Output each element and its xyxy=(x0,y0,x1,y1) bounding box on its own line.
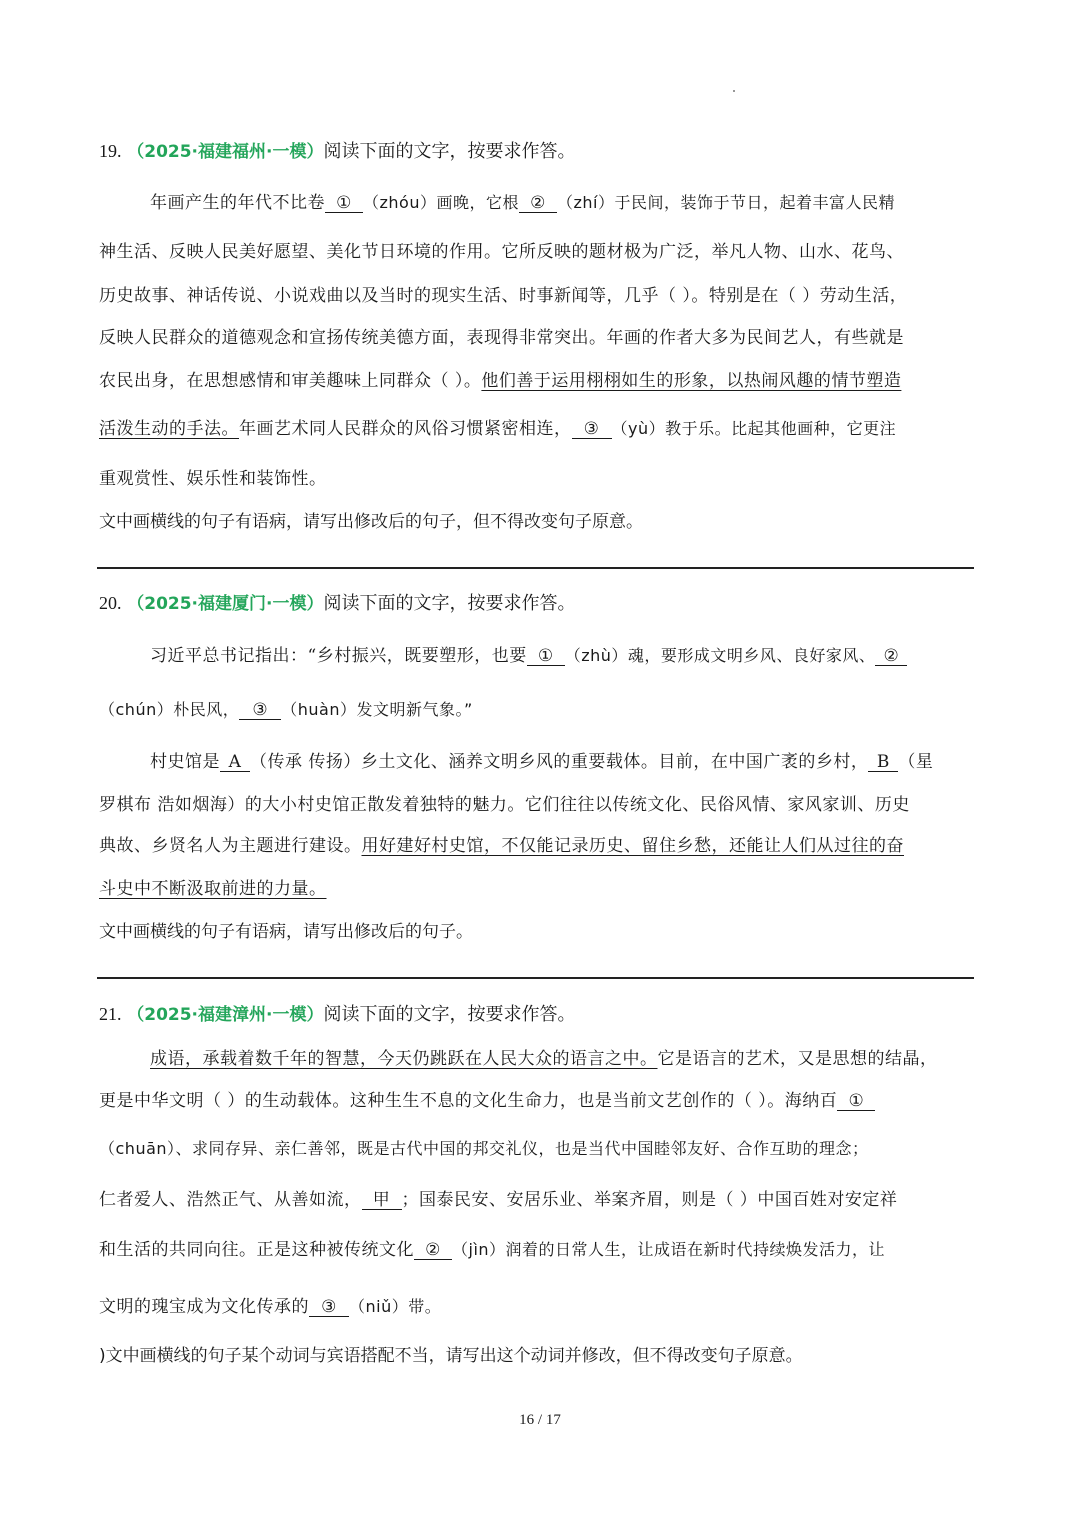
underlined-sentence: 他们善于运用栩栩如生的形象，以热闹风趣的情节塑造 xyxy=(481,371,902,391)
underlined-sentence-end: 斗史中不断汲取前进的力量。 xyxy=(99,879,327,899)
passage-line: 神生活、反映人民美好愿望、美化节日环境的作用。它所反映的题材极为广泛，举凡人物、山水、花鸟、 xyxy=(99,242,904,262)
blank-3: ③ xyxy=(309,1298,349,1317)
blank-1: ① xyxy=(837,1092,875,1111)
passage-line: 反映人民群众的道德观念和宣扬传统美德方面，表现得非常突出。年画的作者大多为民间艺人，有些就是 xyxy=(99,328,904,348)
passage-line: 更是中华文明（ ）的生动载体。这种生生不息的文化生命力，也是当前文艺创作的（ ）。海纳百 ① xyxy=(99,1086,875,1111)
question-prompt: )文中画横线的句子某个动词与宾语搭配不当，请写出这个动词并修改，但不得改变句子原意。 xyxy=(99,1346,803,1366)
question-source: （2025·福建福州·一模） xyxy=(127,142,324,162)
passage-line xyxy=(99,874,327,899)
blank-3: ③ xyxy=(572,420,612,439)
underlined-sentence-end: 活泼生动的手法。 xyxy=(99,419,239,439)
question-instruction: 阅读下面的文字，按要求作答。 xyxy=(323,1004,576,1025)
question-number: 19. xyxy=(99,141,122,161)
question-19-header xyxy=(99,138,981,165)
passage-line: 年画产生的年代不比卷 ① （zhóu）画晚，它根 ② （zhí）于民间，装饰于节日，起着丰富人民精 xyxy=(150,193,895,213)
page-number: 16 / 17 xyxy=(519,1412,561,1428)
blank-2: ② xyxy=(414,1241,452,1260)
passage-line: 仁者爱人、浩然正气、从善如流， 甲 ；国泰民安、安居乐业、举案齐眉，则是（ ）中国百姓对安定祥 xyxy=(99,1190,898,1210)
blank-2: ② xyxy=(519,194,557,213)
underlined-sentence: 用好建好村史馆，不仅能记录历史、留住乡愁，还能让人们从过往的奋 xyxy=(361,836,904,856)
passage-line: （chuān）、求同存异、亲仁善邻，既是古代中国的邦交礼仪，也是当代中国睦邻友好、合作互助的理念； xyxy=(99,1139,869,1158)
passage-line: 和生活的共同向往。正是这种被传统文化 ② （jìn）润着的日常人生，让成语在新时代持续焕发活力，让 xyxy=(99,1240,886,1260)
question-source: （2025·福建漳州·一模） xyxy=(127,1005,324,1025)
passage-line: 成语，承载着数千年的智慧，今天仍跳跃在人民大众的语言之中。它是语言的艺术，又是思想的结晶， xyxy=(150,1049,938,1069)
passage-line: 重观赏性、娱乐性和装饰性。 xyxy=(99,469,327,489)
passage-line: 习近平总书记指出：“乡村振兴，既要塑形，也要 ① （zhù）魂，要形成文明乡风、良好家风、 ② xyxy=(150,641,907,666)
question-20-header xyxy=(99,590,981,617)
passage-line: 村史馆是 A （传承 传扬）乡土文化、涵养文明乡风的重要载体。目前，在中国广袤的乡村， B （星 xyxy=(150,752,934,772)
answer-line[interactable] xyxy=(97,977,974,979)
blank-2: ② xyxy=(875,647,907,666)
passage-line: 农民出身，在思想感情和审美趣味上同群众（ ）。他们善于运用栩栩如生的形象，以热闹风趣的情节塑造 xyxy=(99,371,902,391)
scan-speck xyxy=(733,90,735,92)
passage-line: （chún）朴民风， ③ （huàn）发文明新气象。” xyxy=(99,700,473,720)
blank-jia: 甲 xyxy=(362,1191,402,1210)
blank-3: ③ xyxy=(239,701,281,720)
question-prompt: 文中画横线的句子有语病，请写出修改后的句子，但不得改变句子原意。 xyxy=(99,512,643,532)
passage-line: 典故、乡贤名人为主题进行建设。用好建好村史馆，不仅能记录历史、留住乡愁，还能让人们从过往的奋 xyxy=(99,836,904,856)
question-21-header xyxy=(99,1001,981,1028)
passage-line: 文明的瑰宝成为文化传承的 ③ （niǔ）带。 xyxy=(99,1297,442,1317)
answer-line[interactable] xyxy=(97,567,974,569)
blank-a: A xyxy=(220,753,250,772)
question-prompt: 文中画横线的句子有语病，请写出修改后的句子。 xyxy=(99,922,473,942)
passage-line: 罗棋布 浩如烟海）的大小村史馆正散发着独特的魅力。它们往往以传统文化、民俗风情、家风家训、历史 xyxy=(99,795,910,815)
question-number: 21. xyxy=(99,1004,122,1024)
underlined-sentence: 成语，承载着数千年的智慧，今天仍跳跃在人民大众的语言之中。 xyxy=(150,1049,658,1069)
blank-b: B xyxy=(868,753,898,772)
question-instruction: 阅读下面的文字，按要求作答。 xyxy=(323,593,576,614)
passage-line: 活泼生动的手法。年画艺术同人民群众的风俗习惯紧密相连， ③ （yù）教于乐。比起其他画种，它更注 xyxy=(99,419,897,439)
blank-1: ① xyxy=(325,194,363,213)
question-source: （2025·福建厦门·一模） xyxy=(127,594,324,614)
question-instruction: 阅读下面的文字，按要求作答。 xyxy=(323,141,576,162)
blank-1: ① xyxy=(527,647,565,666)
passage-line: 历史故事、神话传说、小说戏曲以及当时的现实生活、时事新闻等，几乎（ ）。特别是在（ ）劳动生活， xyxy=(99,286,908,306)
question-number: 20. xyxy=(99,593,122,613)
